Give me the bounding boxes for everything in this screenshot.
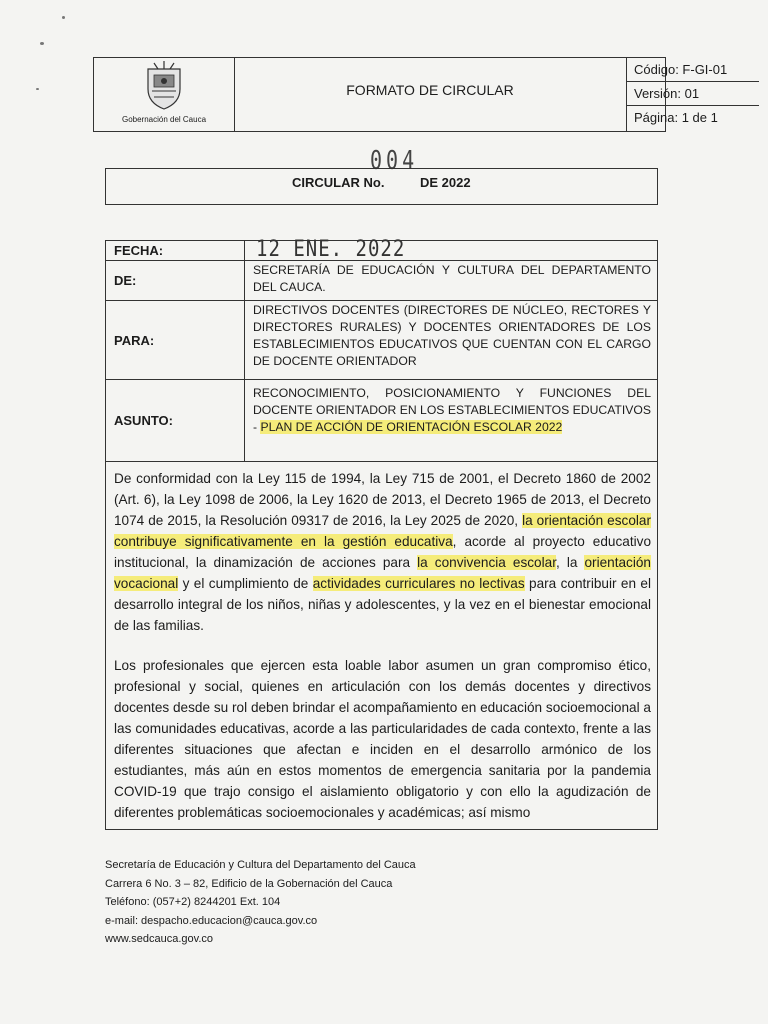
footer-line-address: Carrera 6 No. 3 – 82, Edificio de la Gobernación del Cauca [105, 877, 393, 890]
asunto-value [253, 385, 651, 436]
fecha-label: FECHA: [106, 241, 245, 260]
circular-label: CIRCULAR No. [292, 175, 385, 190]
highlight-orientacion: la orientación escolar contribuye significativamente en la gestión educativa [114, 513, 651, 549]
circular-number-stamp: 004 [370, 144, 419, 176]
code-field: Código: F-GI-01 [627, 58, 759, 82]
logo-caption: Gobernación del Cauca [121, 115, 207, 124]
footer-line-office: Secretaría de Educación y Cultura del Departamento del Cauca [105, 859, 416, 871]
scan-speck [62, 16, 65, 19]
de-row [106, 261, 657, 301]
para-row [106, 301, 657, 380]
circular-year: DE 2022 [420, 175, 471, 190]
asunto-row [106, 380, 657, 462]
footer-line-phone: Teléfono: (057+2) 8244201 Ext. 104 [105, 896, 281, 908]
fecha-stamp: 12 ENE. 2022 [256, 236, 406, 262]
p1-text-e: para contribuir en el desarrollo integral de los niños, niñas y adolescentes, y la vez en el bienestar emocional de las familias. [114, 576, 651, 633]
coat-of-arms-logo [144, 61, 184, 111]
de-value: SECRETARÍA DE EDUCACIÓN Y CULTURA DEL DEPARTAMENTO DEL CAUCA. [253, 263, 651, 294]
document-header [93, 57, 728, 132]
p1-text-b: , acorde al proyecto educativo institucional, la dinamización de acciones para [114, 534, 651, 570]
para-value: DIRECTIVOS DOCENTES (DIRECTORES DE NÚCLEO, RECTORES Y DIRECTORES RURALES) Y DOCENTES ORIENTADORES DE LOS ESTABLECIMIENTOS EDUCATIVOS QUE CUENTAN CON EL CARGO DE DOCENTE ORIENTADOR [253, 303, 651, 368]
asunto-label: ASUNTO: [106, 380, 245, 461]
p1-text-c: , la [555, 555, 585, 570]
document-title: FORMATO DE CIRCULAR [346, 82, 514, 98]
circular-table [105, 236, 658, 830]
p1-text-a: De conformidad con la Ley 115 de 1994, la Ley 715 de 2001, el Decreto 1860 de 2002 (Art. 6), la Ley 1098 de 2006, la Ley 1620 de 2013, el Decreto 1965 de 2013, el Decreto 1074 de 2015, la Resolución 09317 de 2016, la Ley 2025 de 2020, [114, 471, 651, 528]
page-field: Página: 1 de 1 [634, 110, 718, 125]
paragraph-2: Los profesionales que ejercen esta loable labor asumen un gran compromiso ético, profesional y social, quienes en articulación con los demás docentes y directivos docentes desde su rol deben brindar el acompañamiento en educación socioemocional a las comunidades educativas, acorde a las particularidades de cada contexto, frente a las diferentes situaciones que afectan e inciden en el desarrollo armónico de los estudiantes, más aún en estos momentos de emergencia sanitaria por la pandemia COVID-19 que trajo consigo el aislamiento obligatorio y con ello la agudización de diferentes problemáticas socioemocionales y académicas; así mismo [114, 658, 651, 820]
logo-cell [94, 58, 235, 131]
document-meta [626, 58, 759, 131]
fecha-row [106, 236, 657, 262]
footer-line-email: e-mail: despacho.educacion@cauca.gov.co [105, 914, 318, 927]
scan-speck [36, 88, 39, 90]
footer-contact [105, 856, 416, 949]
highlight-convivencia: la convivencia escolar [417, 555, 556, 570]
highlight-actividades: actividades curriculares no lectivas [312, 576, 525, 591]
highlight-vocacional: orientación vocacional [114, 555, 651, 591]
de-label: DE: [106, 261, 245, 300]
footer-line-website: www.sedcauca.gov.co [105, 933, 214, 945]
para-label: PARA: [106, 301, 245, 379]
scan-speck [40, 42, 44, 45]
paragraph-1 [114, 468, 651, 636]
version-field: Versión: 01 [627, 82, 759, 106]
p1-text-d: y el cumplimiento de [178, 576, 313, 591]
asunto-highlight: PLAN DE ACCIÓN DE ORIENTACIÓN ESCOLAR 2022 [260, 420, 563, 434]
asunto-text: RECONOCIMIENTO, POSICIONAMIENTO Y FUNCIONES DEL DOCENTE ORIENTADOR EN LOS ESTABLECIMIENTOS EDUCATIVOS - [253, 386, 651, 434]
